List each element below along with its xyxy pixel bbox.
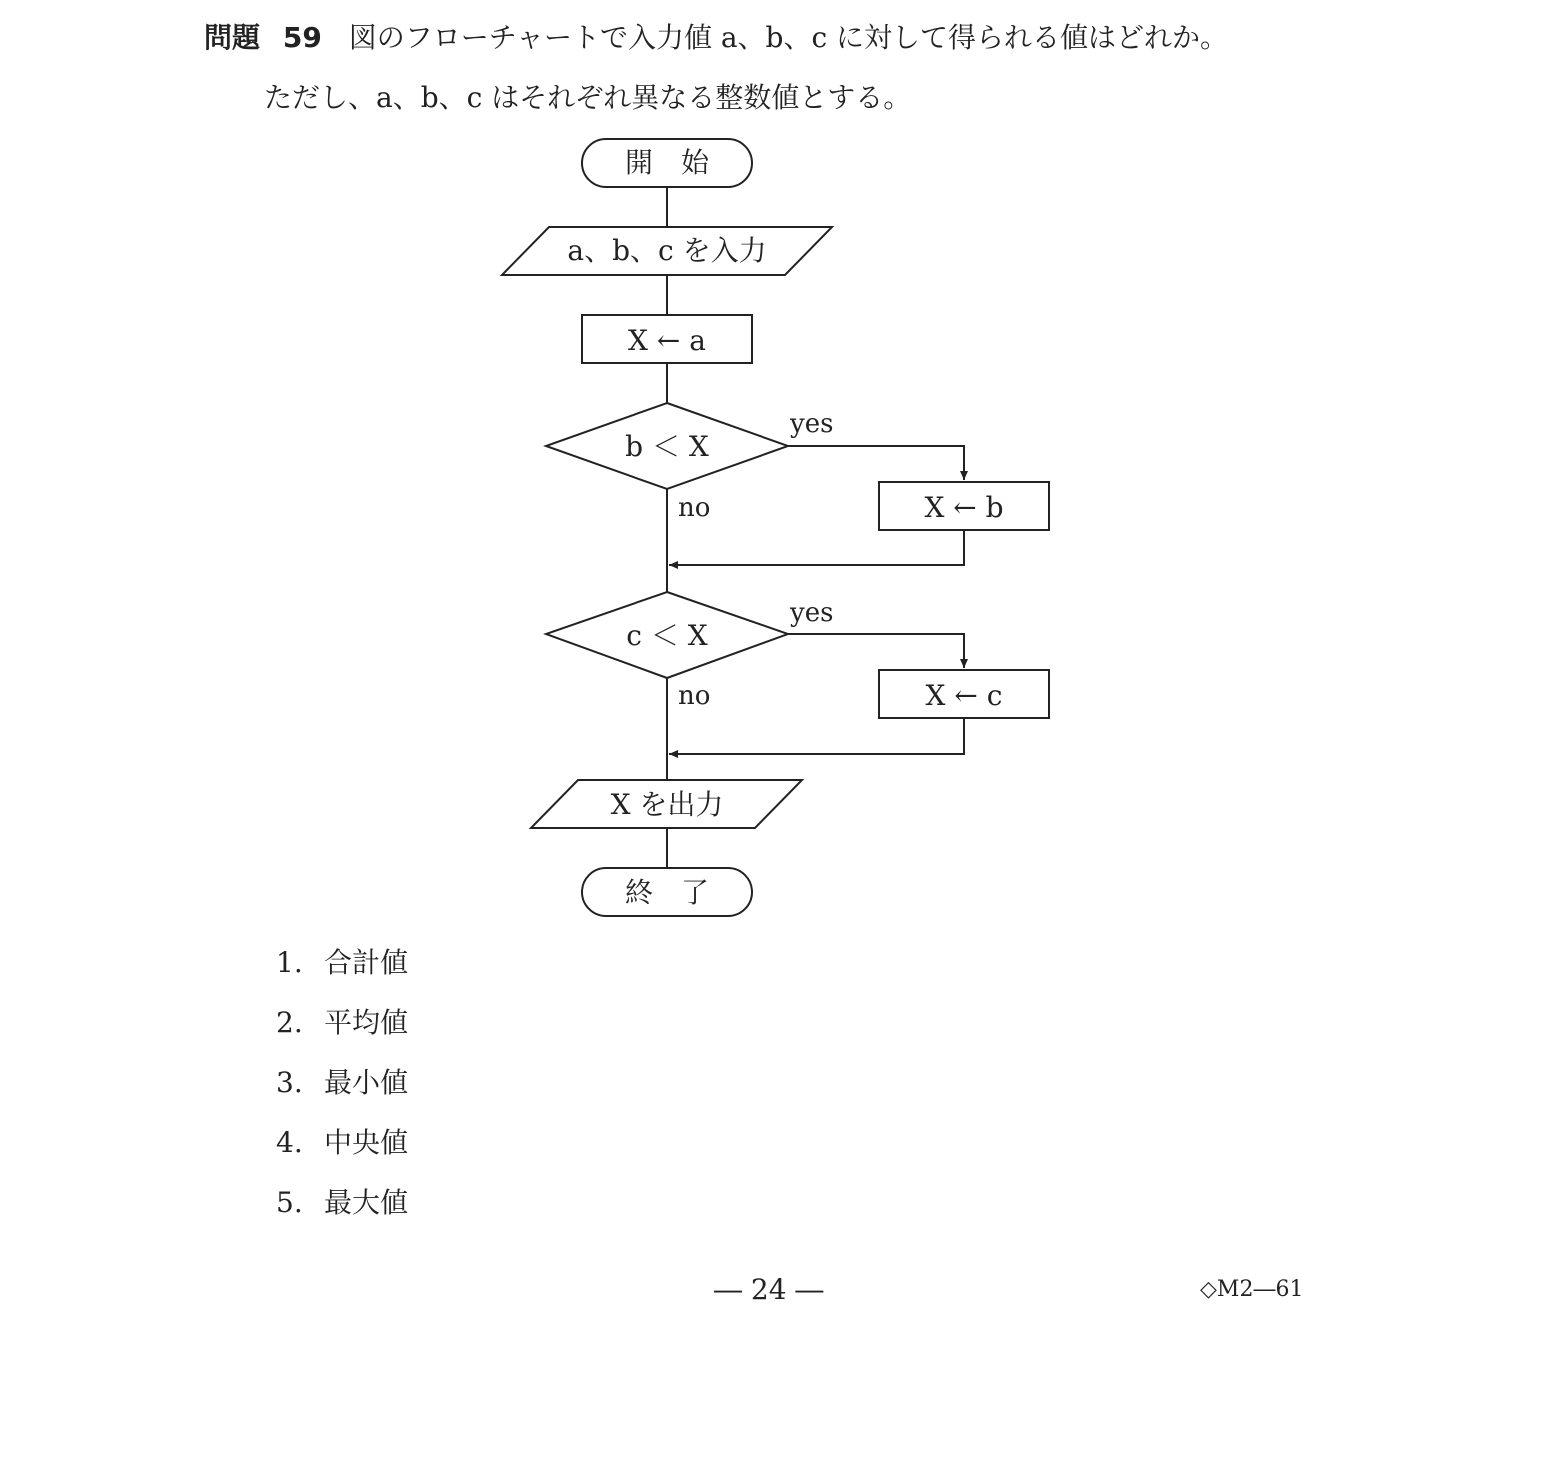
answer-options <box>276 944 408 1244</box>
no-label-1: no <box>678 493 711 523</box>
yes-branch-1-line <box>788 446 964 480</box>
option-text: 合計値 <box>324 946 409 979</box>
exam-code: ◇M2―61 <box>1200 1277 1304 1302</box>
option-number: 2. <box>276 1006 303 1039</box>
question-note: ただし、a、b、c はそれぞれ異なる整数値とする。 <box>264 81 912 114</box>
option-number: 5. <box>276 1186 303 1219</box>
output-label: X を出力 <box>610 788 724 821</box>
decision-2-label: c ＜ X <box>626 619 708 652</box>
option-item[interactable] <box>276 1064 408 1124</box>
yes-branch-2-line <box>788 634 964 668</box>
option-text: 平均値 <box>324 1006 409 1039</box>
merge-1-line <box>669 530 964 565</box>
decision-1-label: b ＜ X <box>625 430 709 463</box>
question-label: 問題 <box>204 21 261 54</box>
option-number: 3. <box>276 1066 303 1099</box>
page-number: ― 24 ― <box>714 1273 824 1306</box>
option-item[interactable] <box>276 944 408 1004</box>
option-item[interactable] <box>276 1184 408 1244</box>
start-label: 開 始 <box>624 146 710 179</box>
end-label: 終 了 <box>624 876 710 909</box>
init-label: X ← a <box>628 324 706 357</box>
input-label: a、b、c を入力 <box>567 234 767 267</box>
assign-1-label: X ← b <box>924 491 1004 524</box>
option-text: 中央値 <box>324 1126 409 1159</box>
yes-label-1: yes <box>790 409 834 439</box>
question-text: 図のフローチャートで入力値 a、b、c に対して得られる値はどれか。 <box>348 21 1229 54</box>
assign-2-label: X ← c <box>925 679 1003 712</box>
merge-2-line <box>669 718 964 754</box>
option-text: 最小値 <box>324 1066 409 1099</box>
question-number: 59 <box>282 21 322 54</box>
option-item[interactable] <box>276 1124 408 1184</box>
no-label-2: no <box>678 681 711 711</box>
option-number: 4. <box>276 1126 303 1159</box>
option-item[interactable] <box>276 1004 408 1064</box>
yes-label-2: yes <box>790 598 834 628</box>
option-text: 最大値 <box>324 1186 409 1219</box>
option-number: 1. <box>276 946 303 979</box>
